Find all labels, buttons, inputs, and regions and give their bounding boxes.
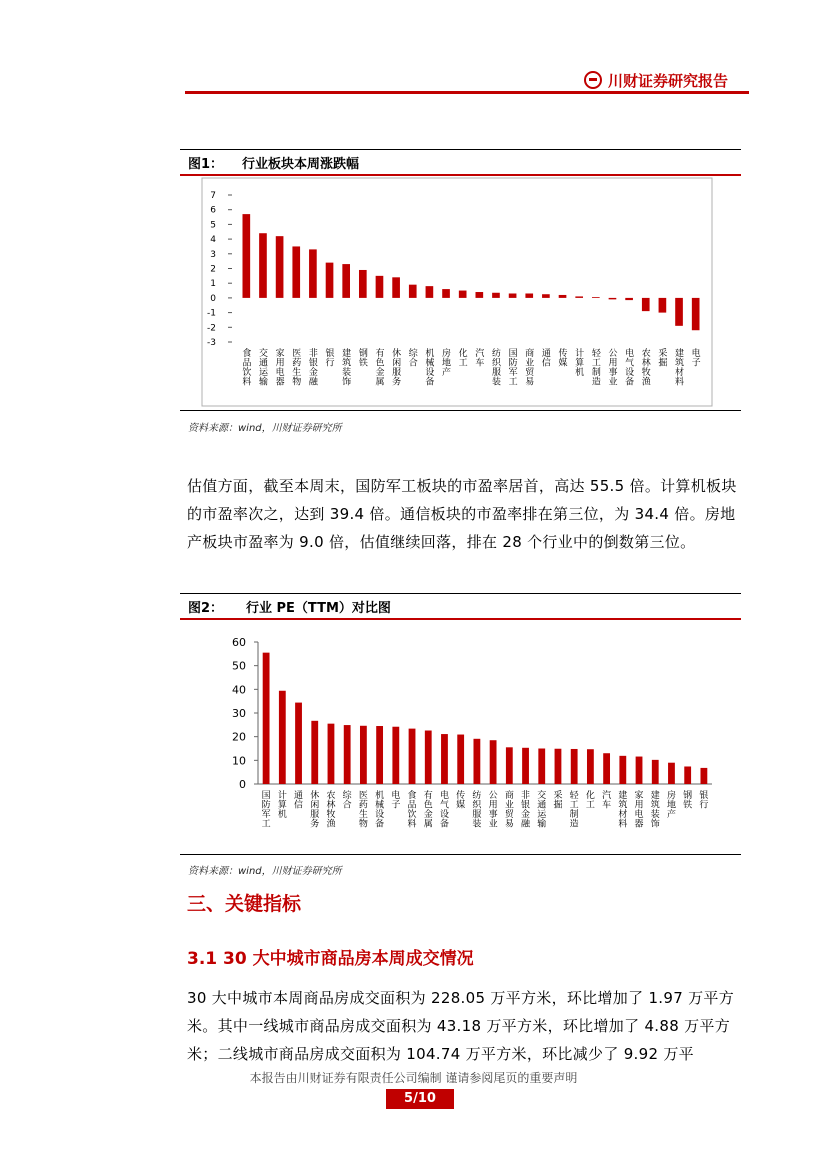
chart2-category-label: 通信 — [294, 791, 304, 811]
chart2-bar — [457, 735, 464, 784]
chart2-bar — [522, 748, 529, 784]
section-title: 三、关键指标 — [187, 893, 302, 915]
chart2-bar — [392, 727, 399, 784]
chart1-bar — [359, 270, 367, 298]
chart2-category-label: 休闲服务 — [310, 791, 320, 830]
chart2-ytick-label: 0 — [239, 778, 246, 791]
chart1-bar — [409, 285, 417, 298]
chart1-ytick-label: -2 — [207, 323, 216, 334]
chart2-category-label: 家用电器 — [634, 791, 644, 830]
page-number: 5/10 — [386, 1089, 454, 1109]
chart1-category-label: 医药生物 — [292, 349, 302, 388]
chart2-category-label: 农林牧渔 — [326, 791, 336, 830]
chart1-bar — [625, 298, 633, 300]
chart1-category-label: 机械设备 — [425, 349, 435, 388]
chart1-ytick-label: 4 — [210, 235, 216, 246]
chart2-category-label: 汽车 — [602, 791, 612, 811]
chart1-bar — [259, 233, 267, 298]
chart1-category-label: 银行 — [325, 349, 335, 369]
chart2-category-label: 钢铁 — [683, 791, 693, 811]
chart1-bar — [342, 264, 350, 298]
paragraph-housing: 30 大中城市本周商品房成交面积为 228.05 万平方米，环比增加了 1.97 万平方米。其中一线城市商品房成交面积为 43.18 万平方米，环比增加了 4.88 万平方米；二线城市商品房成交面积为 104.74 万平方米，环比减少了 9.92 万平 — [187, 989, 735, 1063]
chart1-ytick-label: -1 — [207, 308, 216, 319]
chart1-bar — [309, 249, 317, 298]
chart1-category-label: 计算机 — [575, 349, 585, 378]
figure2-title: 行业 PE（TTM）对比图 — [246, 601, 391, 616]
chart2-category-label: 交通运输 — [537, 791, 547, 830]
figure1-box — [180, 174, 741, 411]
chart2-bar — [263, 653, 270, 784]
chart1-ytick-label: 5 — [210, 220, 216, 231]
chart2-bar — [636, 757, 643, 784]
chart1-ytick-label: -3 — [207, 338, 216, 348]
chart1-category-label: 食品饮料 — [242, 349, 252, 388]
chart1-category-label: 综合 — [408, 349, 418, 369]
chart1-bar — [592, 297, 600, 298]
chart2-category-label: 有色金属 — [423, 791, 433, 830]
chart2-category-label: 化工 — [585, 791, 595, 811]
chart2-ytick-label: 30 — [232, 707, 246, 720]
chart1-ytick-label: 6 — [210, 205, 216, 216]
chart1-bar — [675, 298, 683, 326]
chart2-category-label: 机械设备 — [375, 791, 385, 830]
chart1-bar — [242, 214, 250, 298]
chart2-category-label: 医药生物 — [358, 791, 368, 830]
chart1-bar — [475, 292, 483, 298]
chart1-bar — [542, 294, 550, 298]
chart2-bar — [328, 724, 335, 784]
chart2-ytick-label: 10 — [232, 754, 246, 768]
figure1-source: 资料来源：wind，川财证券研究所 — [188, 423, 342, 434]
chart2-bar — [441, 734, 448, 784]
chart1-bar — [392, 277, 400, 298]
chart2-ytick-label: 20 — [232, 730, 246, 744]
chart2-bar — [652, 760, 659, 784]
chart2-category-label: 建筑材料 — [618, 791, 628, 830]
figure2-source: 资料来源：wind，川财证券研究所 — [188, 866, 342, 877]
chart2-category-label: 电子 — [391, 791, 401, 811]
chart1-category-label: 传媒 — [558, 349, 568, 369]
chart2-bar — [473, 739, 480, 784]
chart1-bar — [276, 236, 284, 298]
chart1-bar — [692, 298, 700, 330]
brand-header — [584, 70, 728, 91]
figure2-box — [180, 618, 741, 855]
chart1-category-label: 建筑装饰 — [342, 349, 352, 388]
chart1-bar — [525, 293, 533, 297]
chart2-bar — [376, 726, 383, 784]
chart2-bar — [506, 747, 513, 784]
chart1-category-label: 交通运输 — [258, 349, 268, 388]
chart1-category-label: 房地产 — [442, 349, 452, 378]
chart1-category-label: 农林牧渔 — [641, 349, 651, 388]
chart2-category-label: 轻工制造 — [569, 791, 579, 830]
chart1-category-label: 国防军工 — [508, 349, 518, 388]
chart2-bar — [490, 740, 497, 784]
brand-logo-icon — [584, 71, 602, 89]
chart2-category-label: 银行 — [699, 791, 709, 811]
figure1-label: 图1： — [188, 157, 224, 172]
chart1-category-label: 建筑材料 — [675, 349, 685, 388]
chart2-bar — [603, 753, 610, 784]
figure2-header — [180, 593, 741, 620]
chart1-bar — [426, 286, 434, 298]
chart2-bar — [587, 749, 594, 784]
chart1-category-label: 纺织服装 — [491, 349, 501, 388]
chart1-ytick-label: 2 — [210, 264, 216, 275]
chart1-category-label: 公用事业 — [608, 349, 618, 388]
chart2-category-label: 采掘 — [553, 791, 563, 811]
brand-name: 川财证券研究报告 — [608, 72, 729, 90]
chart1-category-label: 休闲服务 — [392, 349, 402, 388]
figure1-title: 行业板块本周涨跌幅 — [242, 157, 360, 172]
chart2-category-label: 食品饮料 — [407, 791, 417, 830]
chart2-category-label: 商业贸易 — [504, 791, 514, 830]
chart2-svg — [180, 618, 741, 854]
chart1-category-label: 汽车 — [475, 349, 485, 369]
chart1-bar — [609, 298, 617, 299]
chart2-category-label: 非银金融 — [521, 791, 531, 830]
chart2-category-label: 建筑装饰 — [650, 791, 660, 830]
chart2-bar — [555, 749, 562, 784]
chart1-bar — [642, 298, 650, 311]
chart1-ytick-label: 0 — [210, 293, 216, 304]
chart1-bar — [509, 293, 517, 297]
chart2-bar — [571, 749, 578, 784]
paragraph-valuation: 估值方面，截至本周末，国防军工板块的市盈率居首，高达 55.5 倍。计算机板块的市盈率次之，达到 39.4 倍。通信板块的市盈率排在第三位，为 34.4 倍。房地产板块市盈率为 9.0 倍，估值继续回落，排在 28 个行业中的倒数第三位。 — [187, 477, 737, 551]
chart1-bar — [376, 276, 384, 298]
figure1-header — [180, 149, 741, 176]
chart1-category-label: 电子 — [691, 349, 701, 369]
subsection-title: 3.1 30 大中城市商品房本周成交情况 — [187, 949, 474, 969]
chart1-category-label: 化工 — [458, 349, 468, 369]
chart2-bar — [409, 729, 416, 784]
chart1-category-label: 采掘 — [658, 349, 668, 369]
chart2-category-label: 电气设备 — [439, 791, 449, 830]
chart1-ytick-label: 3 — [210, 249, 216, 260]
chart2-category-label: 计算机 — [277, 791, 287, 820]
chart1-bar — [459, 291, 467, 298]
chart1-ytick-label: 1 — [210, 279, 216, 290]
footer-disclaimer: 本报告由川财证券有限责任公司编制 谨请参阅尾页的重要声明 — [249, 1071, 578, 1085]
chart1-category-label: 轻工制造 — [591, 349, 601, 388]
chart2-category-label: 纺织服装 — [472, 791, 482, 830]
header-rule — [185, 91, 749, 94]
chart1-bar — [559, 295, 567, 298]
chart2-category-label: 传媒 — [456, 791, 466, 811]
chart1-bar — [292, 246, 300, 297]
chart1-bar — [659, 298, 667, 313]
chart2-category-label: 公用事业 — [488, 791, 498, 830]
chart1-bar — [575, 296, 583, 297]
chart2-category-label: 房地产 — [666, 791, 676, 820]
chart1-category-label: 家用电器 — [275, 349, 285, 388]
chart1-category-label: 电气设备 — [625, 349, 635, 388]
chart2-bar — [311, 721, 318, 784]
chart2-bar — [344, 725, 351, 784]
chart1-category-label: 非银金融 — [308, 349, 318, 388]
chart1-ytick-label: 7 — [210, 191, 216, 201]
chart2-category-label: 综合 — [342, 791, 352, 811]
chart2-bar — [668, 763, 675, 784]
chart2-bar — [360, 726, 367, 784]
chart2-bar — [295, 703, 302, 784]
chart1-category-label: 通信 — [541, 349, 551, 369]
chart2-bar — [538, 749, 545, 785]
chart2-bar — [425, 731, 432, 784]
chart2-bar — [619, 756, 626, 784]
chart2-ytick-label: 40 — [232, 683, 246, 697]
chart1-category-label: 有色金属 — [375, 349, 385, 388]
chart1-bar — [326, 263, 334, 298]
chart2-bar — [684, 766, 691, 784]
chart2-ytick-label: 60 — [232, 636, 246, 649]
chart1-bar — [492, 293, 500, 298]
chart2-bar — [700, 768, 707, 784]
chart1-category-label: 钢铁 — [358, 349, 368, 369]
chart2-ytick-label: 50 — [232, 659, 246, 673]
chart1-category-label: 商业贸易 — [525, 349, 535, 388]
figure2-label: 图2： — [188, 601, 224, 616]
chart1-bar — [442, 289, 450, 298]
chart2-bar — [279, 691, 286, 784]
chart1-svg — [180, 174, 741, 410]
chart2-category-label: 国防军工 — [261, 791, 271, 830]
